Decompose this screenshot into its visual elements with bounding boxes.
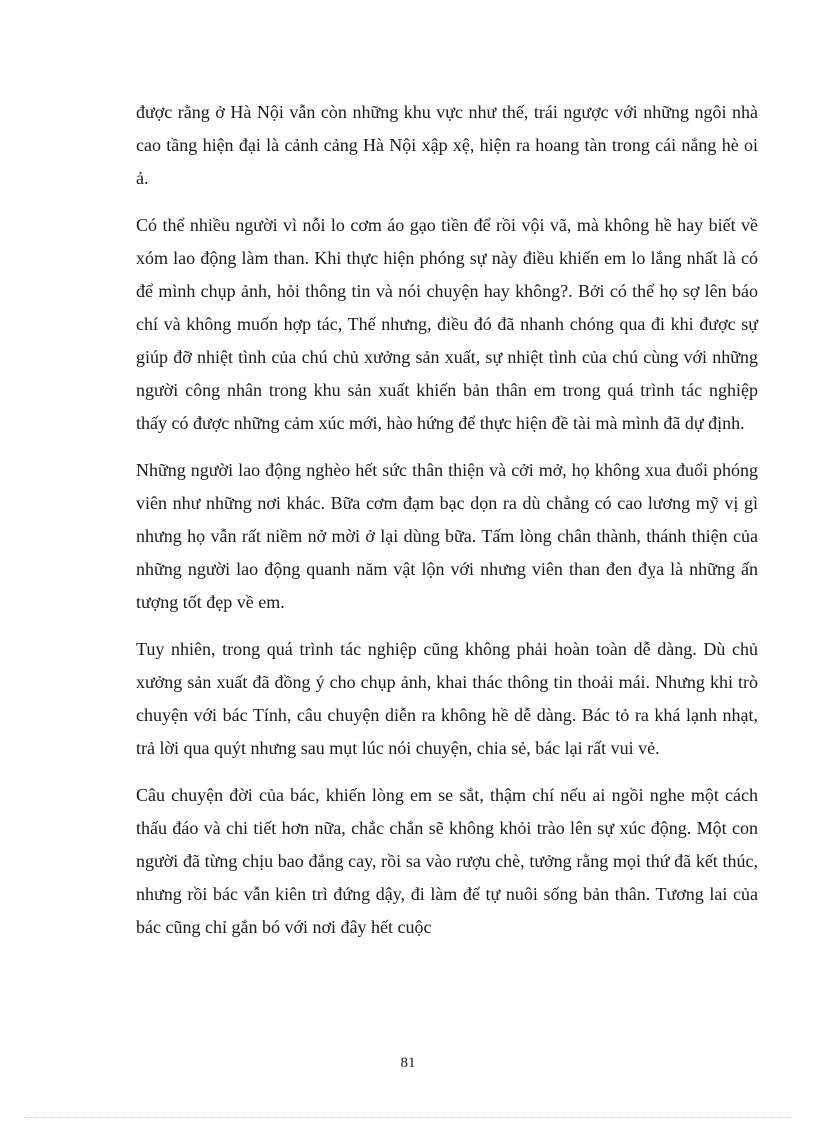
paragraph-4: Tuy nhiên, trong quá trình tác nghiệp cũng không phải hoàn toàn dễ dàng. Dù chủ xưởng sản xuất đã đồng ý cho chụp ảnh, khai thác thông tin thoải mái. Nhưng khi trò chuyện với bác Tính, câu chuyện diễn ra không hề dễ dàng. Bác tỏ ra khá lạnh nhạt, trả lời qua quýt nhưng sau mụt lúc nói chuyện, chia sẻ, bác lại rất vui vẻ.	[136, 639, 758, 758]
body-text	[136, 96, 758, 958]
page-bottom-border	[24, 1117, 792, 1118]
paragraph-2: Có thể nhiều người vì nỗi lo cơm áo gạo tiền để rồi vội vã, mà không hề hay biết về xóm lao động làm than. Khi thực hiện phóng sự này điều khiến em lo lắng nhất là có để mình chụp ảnh, hỏi thông tin và nói chuyện hay không?. Bởi có thể họ sợ lên báo chí và không muốn hợp tác, Thế nhưng, điều đó đã nhanh chóng qua đi khi được sự giúp đỡ nhiệt tình của chú chủ xưởng sản xuất, sự nhiệt tình của chú cùng với những người công nhân trong khu sản xuất khiến bản thân em trong quá trình tác nghiệp thấy có được những cảm xúc mới, hào hứng để thực hiện đề tài mà mình đã dự định.	[136, 215, 758, 433]
paragraph-1: được rằng ở Hà Nội vẫn còn những khu vực như thế, trái ngược với những ngôi nhà cao tầng hiện đại là cảnh cảng Hà Nội xập xệ, hiện ra hoang tàn trong cái nắng hè oi ả.	[136, 102, 758, 188]
paragraph-3: Những người lao động nghèo hết sức thân thiện và cởi mở, họ không xua đuổi phóng viên như những nơi khác. Bữa cơm đạm bạc dọn ra dù chẳng có cao lương mỹ vị gì nhưng họ vẫn rất niềm nở mời ở lại dùng bữa. Tấm lòng chân thành, thánh thiện của những người lao động quanh năm vật lộn với nhưng viên than đen đỵa là những ấn tượng tốt đẹp về em.	[136, 460, 758, 612]
page-number: 81	[400, 1055, 416, 1071]
paragraph-5: Câu chuyện đời của bác, khiến lòng em se sắt, thậm chí nếu ai ngồi nghe một cách thấu đáo và chi tiết hơn nữa, chắc chắn sẽ không khỏi trào lên sự xúc động. Một con người đã từng chịu bao đắng cay, rồi sa vào rượu chè, tưởng rằng mọi thứ đã kết thúc, nhưng rồi bác vẫn kiên trì đứng dậy, đi làm để tự nuôi sống bản thân. Tương lai của bác cũng chỉ gắn bó với nơi đây hết cuộc	[136, 785, 758, 937]
